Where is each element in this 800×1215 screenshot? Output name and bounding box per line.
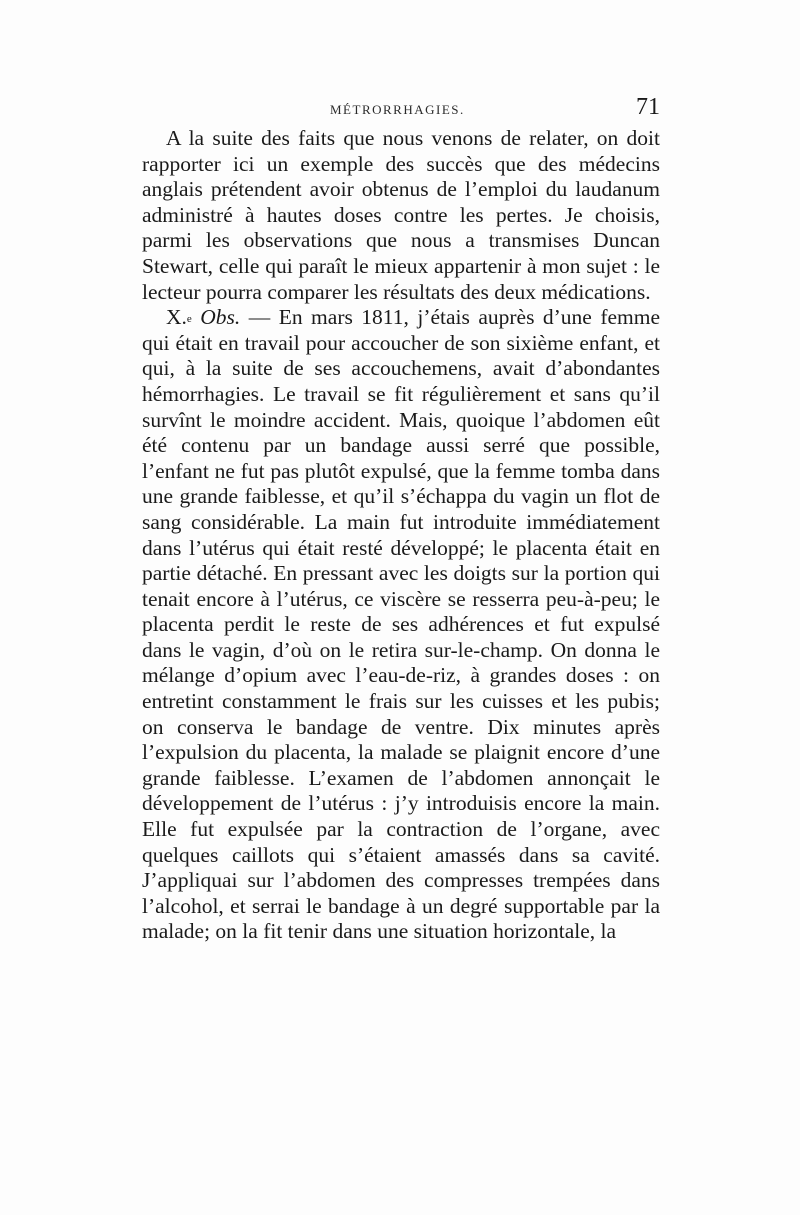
body-text bbox=[142, 126, 660, 945]
observation-number: X. bbox=[166, 305, 187, 330]
paragraph-intro: A la suite des faits que nous venons de relater, on doit rapporter ici un exemple des succès que des médecins anglais prétendent avoir obtenus de l’emploi du laudanum administré à hautes doses contre les pertes. Je choisis, parmi les observations que nous a transmises Duncan Stewart, celle qui paraît le mieux appartenir à mon sujet : le lecteur pourra comparer les résultats des deux médications. bbox=[142, 126, 660, 304]
page-header bbox=[142, 94, 660, 128]
page-number: 71 bbox=[636, 94, 660, 120]
observation-number-superscript: e bbox=[186, 313, 192, 326]
observation-text: — En mars 1811, j’étais auprès d’une femme qui était en travail pour accoucher de son sixième enfant, et qui, à la suite de ses accouchemens, avait d’abondantes hémorrhagies. Le travail se fit régulièrement et sans qu’il survînt le moindre accident. Mais, quoique l’abdomen eût été contenu par un bandage aussi serré que possible, l’enfant ne fut pas plutôt expulsé, que la femme tomba dans une grande faiblesse, et qu’il s’échappa du vagin un flot de sang considérable. La main fut introduite immédiatement dans l’utérus qui était resté développé; le placenta était en partie détaché. En pressant avec les doigts sur la portion qui tenait encore à l’utérus, ce viscère se resserra peu-à-peu; le placenta perdit le reste de ses adhérences et fut expulsé dans le vagin, d’où on le retira sur-le-champ. On donna le mélange d’opium avec l’eau-de-riz, à grandes doses : on entretint constamment le frais sur les cuisses et les pubis; on conserva le bandage de ventre. Dix minutes après l’expulsion du placenta, la malade se plaignit encore d’une grande faiblesse. L’examen de l’abdomen annonçait le développement de l’utérus : j’y introduisis encore la main. Elle fut expulsée par la contraction de l’organe, avec quelques caillots qui s’étaient amassés dans sa cavité. J’appliquai sur l’abdomen des compresses trempées dans l’alcohol, et serrai le bandage à un degré supportable par la malade; on la fit tenir dans une situation horizontale, la bbox=[142, 305, 661, 944]
running-head: MÉTRORRHAGIES. bbox=[330, 102, 465, 117]
paragraph-observation bbox=[142, 305, 660, 945]
observation-label: Obs. bbox=[200, 305, 241, 330]
